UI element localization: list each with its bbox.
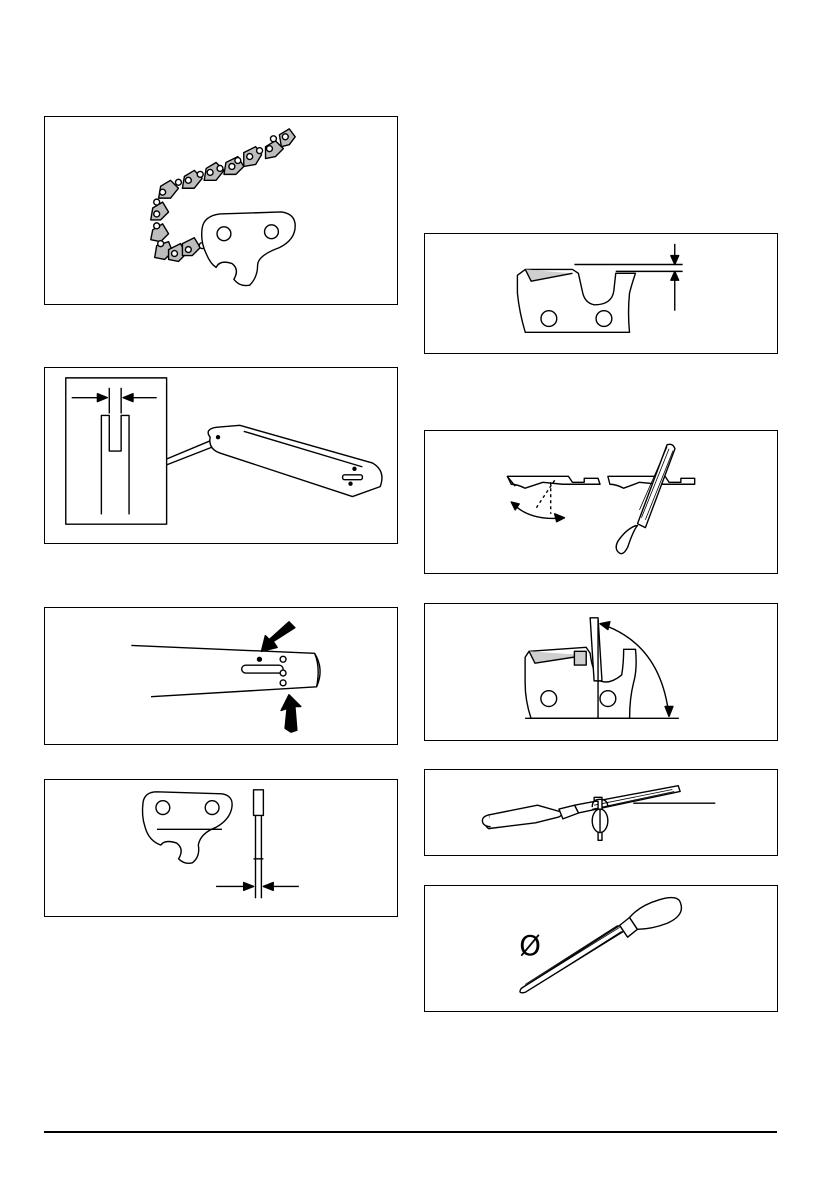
figure-guide-bar-groove bbox=[44, 367, 398, 544]
cutter-with-file-icon bbox=[608, 444, 695, 553]
width-arrow-right-icon bbox=[263, 882, 298, 890]
width-arrow-right-icon bbox=[123, 394, 157, 402]
arrow-up-icon bbox=[281, 695, 301, 732]
figure-file-holder bbox=[424, 769, 778, 856]
cutter-link-icon bbox=[525, 647, 636, 718]
file-with-handle-icon bbox=[482, 786, 680, 829]
width-arrow-left-icon bbox=[72, 394, 108, 402]
figure-guide-bar-holes bbox=[44, 607, 398, 745]
guide-bar-icon bbox=[167, 425, 382, 496]
cutter-side-view-icon bbox=[507, 476, 600, 521]
gap-arrow-down-icon bbox=[671, 244, 679, 265]
arrow-down-icon bbox=[261, 622, 295, 652]
footer-rule bbox=[44, 1131, 777, 1133]
round-file-icon bbox=[520, 898, 681, 993]
figure-round-file bbox=[424, 885, 778, 1012]
drive-link-icon bbox=[202, 212, 296, 286]
figure-saw-chain bbox=[44, 116, 398, 305]
groove-detail-inset bbox=[66, 378, 167, 524]
figure-drive-link-gauge bbox=[44, 779, 398, 917]
gauge-tool-icon bbox=[254, 790, 264, 898]
guide-bar-end-icon bbox=[131, 645, 320, 696]
width-arrow-left-icon bbox=[216, 882, 253, 890]
diameter-symbol: Ø bbox=[519, 929, 541, 962]
gap-arrow-up-icon bbox=[671, 271, 679, 310]
figure-top-plate-angle bbox=[424, 603, 778, 741]
drive-link-icon bbox=[142, 792, 232, 863]
figure-filing-angle bbox=[424, 430, 778, 574]
figure-depth-gauge bbox=[424, 233, 778, 354]
cutter-link-icon bbox=[517, 269, 635, 332]
